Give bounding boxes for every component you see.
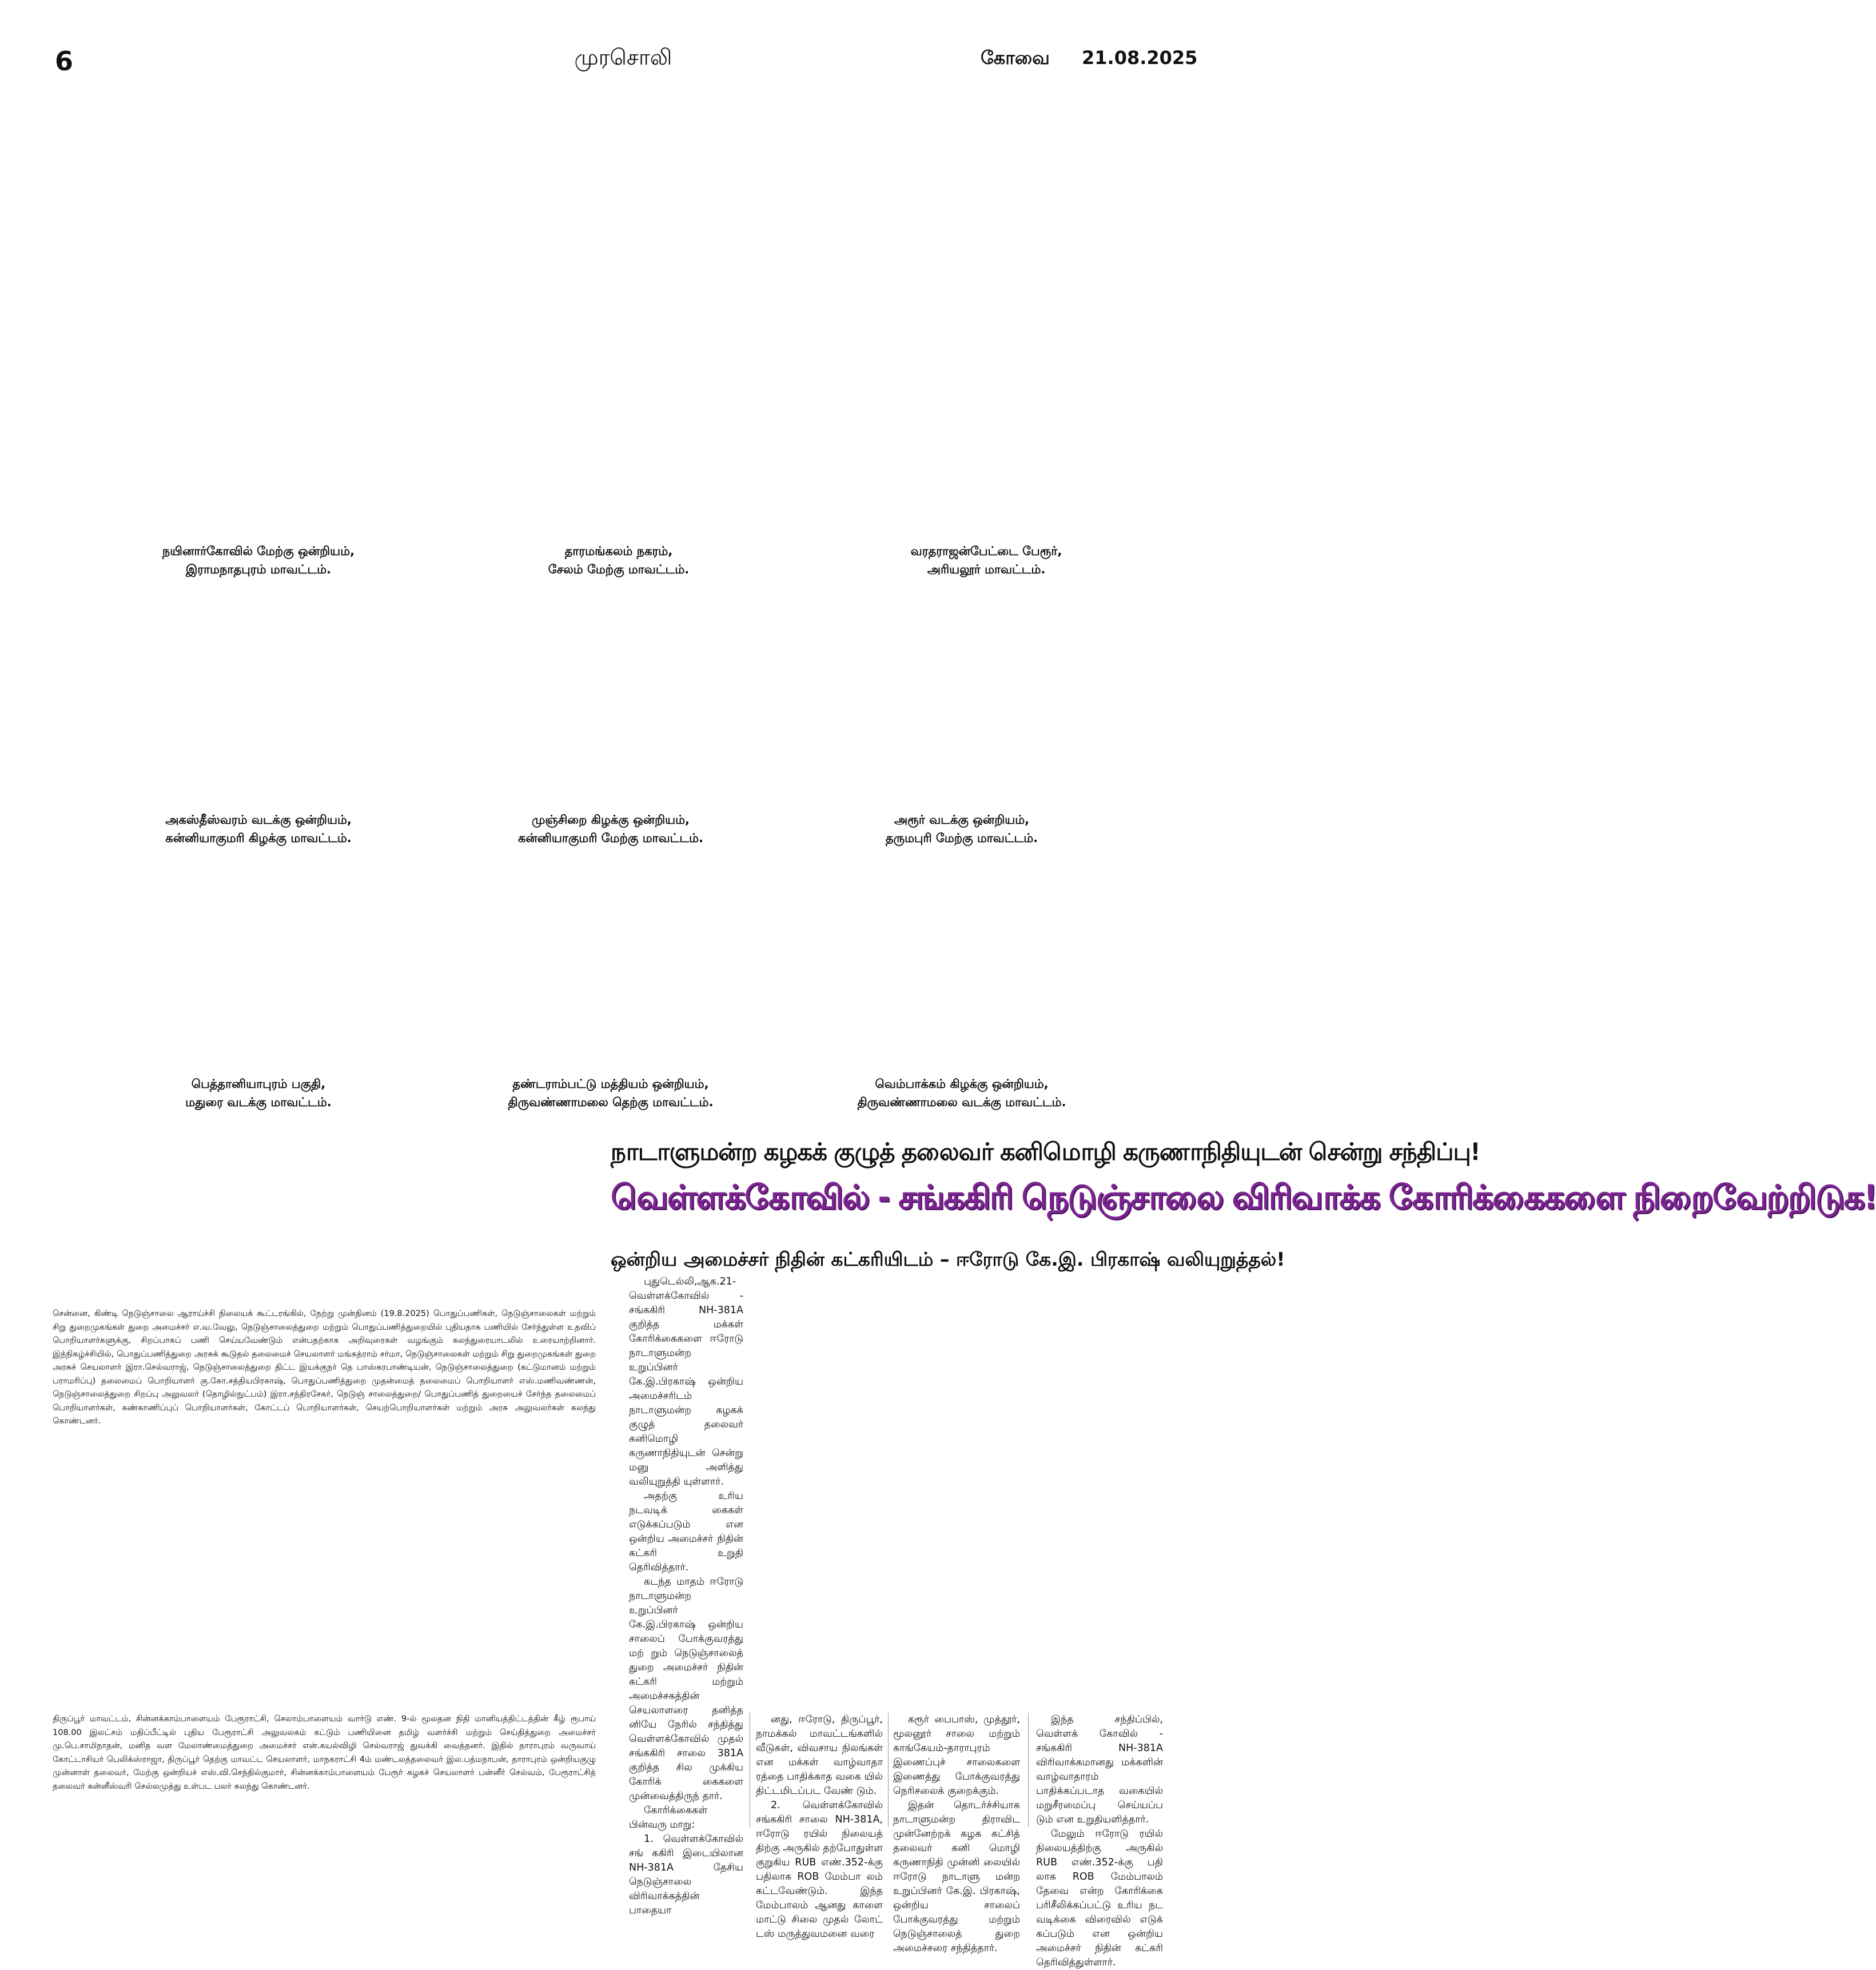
- photo-caption: [462, 811, 759, 847]
- story-paragraph: கரூர் பைபாஸ், முத்தூர், மூலனூர் சாலை மற்றும் காங்கேயம்-தாராபுரம் இணைப்புச் சாலைகளை இணைத்து போக்குவரத்து நெரிசலைக் குறைக்கும்.: [893, 1714, 1020, 1797]
- caption-line: பெத்தானியாபுரம் பகுதி,: [191, 1077, 326, 1091]
- caption-line: முஞ்சிறை கிழக்கு ஒன்றியம்,: [531, 813, 690, 827]
- photo-caption: [838, 542, 1135, 579]
- caption-line: அகஸ்தீஸ்வரம் வடக்கு ஒன்றியம்,: [165, 813, 352, 827]
- story-paragraph: 2. வெள்ளக்கோவில் சங்ககிரி சாலை NH-381A, ஈரோடு ரயில் நிலையத் திற்கு அருகில் தற்போதுள்ள குறுகிய RUB எண்.352-க்கு பதிலாக ROB மேம்பா லம் கட்டவேண்டும். இந்த மேம்பாலம் ஆனது காளை மாட்டு சிலை முதல் லோட் டஸ் மருத்துவமனை வரை: [756, 1800, 883, 1940]
- caption-line: அரூர் வடக்கு ஒன்றியம்,: [894, 813, 1030, 827]
- story-paragraph: இந்த சந்திப்பில், வெள்ளக் கோவில் - சங்ககிரி NH-381A விரிவாக்கமானது மக்களின் வாழ்வாதாரம் பாதிக்கப்படாத வகையில் மறுசீரமைப்பு செய்யப்ப டும் என உறுதியளித்தார்.: [1036, 1714, 1163, 1825]
- caption-line: மதுரை வடக்கு மாவட்டம்.: [185, 1095, 332, 1109]
- caption-line: தருமபுரி மேற்கு மாவட்டம்.: [885, 831, 1038, 845]
- story-paragraph: அதற்கு உரிய நடவடிக் கைகள் எடுக்கப்படும் என ஒன்றிய அமைச்சர் நிதின் கட்கரி உறுதி தெரிவித்தார்.: [629, 1490, 743, 1573]
- photo-description: சென்னை, கிண்டி நெடுஞ்சாலை ஆராய்ச்சி நிலையக் கூட்டரங்கில், நேற்று முன்தினம் (19.8.2025) பொதுப்பணிகள், நெடுஞ்சாலைகள் மற்றும் சிறு துறைமுகங்கள் துறை அமைச்சர் எ.வ.வேலு, நெடுஞ்சாலைத்துறை மற்றும் பொதுப்பணித்துறையில் புதியதாக பணியில் சேர்ந்துள்ள உதவிப் பொறியாளர்களுக்கு, சிறப்பாகப் பணி செய்யவேண்டும் என்பதற்காக அறிவுரைகள் வழங்கும் கலந்துரையாடலில் உரையாற்றினார். இந்நிகழ்ச்சியில், பொதுப்பணித்துறை அரசுக் கூடுதல் தலைமைச் செயலாளர் மங்கத்ராம் சர்மா, நெடுஞ்சாலைகள் மற்றும் சிறு துறைமுகங்கள் துறை அரசுச் செயலாளர் இரா.செல்வராஜ், நெடுஞ்சாலைத்துறை திட்ட இயக்குநர் தெ பாஸ்கரபாண்டியன், நெடுஞ்சாலைத்துறை (கட்டுமானம் மற்றும் பராமரிப்பு) தலைமைப் பொறியாளர் கு.கோ.சத்தியபிரகாஷ், பொதுப்பணித்துறை முதன்மைத் தலைமைப் பொறியாளர் எஸ்.மணிவண்ணன், நெடுஞ்சாலைத்துறை சிறப்பு அலுவலர் (தொழில்நுட்பம்) இரா.சந்திரசேகர், நெடுஞ் சாலைத்துறை/ பொதுப்பணித் துறையைச் சேர்ந்த தலைமைப் பொறியாளர்கள், கண்காணிப்புப் பொறியாளர்கள், கோட்டப் பொறியாளர்கள், செயற்பொறியாளர்கள் மற்றும் அரசு அலுவலர்கள் கலந்து கொண்டனர்.: [53, 1309, 596, 1426]
- story-paragraph: கோரிக்கைகள் பின்வரு மாறு:: [629, 1805, 708, 1831]
- caption-line: நயினார்கோவில் மேற்கு ஒன்றியம்,: [162, 544, 355, 558]
- caption-line: அரியலூர் மாவட்டம்.: [927, 563, 1046, 576]
- photo-caption: [462, 1075, 759, 1111]
- story-column: [893, 1713, 1020, 1956]
- story-paragraph: புதுடெல்லி,ஆக.21- வெள்ளக்கோவில் - சங்ககிரி NH-381A குறித்த மக்கள் கோரிக்கைகளை ஈரோடு நாடாளுமன்ற உறுப்பினர் கே.இ.பிரகாஷ் ஒன்றிய அமைச்சரிடம் நாடாளுமன்ற கழகக் குழுத் தலைவர் கனிமொழி கருணாநிதியுடன் சென்று மனு அளித்து வலியுறுத்தி யுள்ளார்.: [629, 1276, 743, 1488]
- photo-caption: [110, 811, 407, 847]
- story-kicker: நாடாளுமன்ற கழகக் குழுத் தலைவர் கனிமொழி கருணாநிதியுடன் சென்று சந்திப்பு!: [611, 1138, 1480, 1166]
- publication-date: 21.08.2025: [1082, 47, 1198, 69]
- caption-line: திருவண்ணாமலை வடக்கு மாவட்டம்.: [857, 1095, 1066, 1109]
- page-number: 6: [55, 46, 74, 77]
- story-paragraph: னது, ஈரோடு, திருப்பூர், நாமக்கல் மாவட்டங்களில் வீடுகள், விவசாய நிலங்கள் என மக்கள் வாழ்வாதா ரத்தை பாதிக்காத வகை யில் திட்டமிடப்பட வேண் டும்.: [756, 1714, 883, 1797]
- photo-caption: [470, 542, 767, 579]
- caption-line: கன்னியாகுமரி கிழக்கு மாவட்டம்.: [165, 831, 352, 845]
- story-column: [1036, 1713, 1163, 1970]
- story-paragraph: இதன் தொடர்ச்சியாக நாடாளுமன்ற திராவிட முன்னேற்றக் கழக கட்சித் தலைவர் கனி மொழி கருணாநிதி முன்னி லையில் ஈரோடு நாடாளு மன்ற உறுப்பினர் கே.இ. பிரகாஷ், ஒன்றிய சாலைப் போக்குவரத்து மற்றும் நெடுஞ்சாலைத் துறை அமைச்சரை சந்தித்தார்.: [893, 1800, 1020, 1954]
- photo-caption: [813, 811, 1110, 847]
- caption-line: வரதராஜன்பேட்டை பேரூர்,: [910, 544, 1062, 558]
- story-headline: வெள்ளக்கோவில் - சங்ககிரி நெடுஞ்சாலை விரிவாக்க கோரிக்கைகளை நிறைவேற்றிடுக!: [611, 1178, 1876, 1217]
- caption-line: இராமநாதபுரம் மாவட்டம்.: [185, 563, 332, 576]
- story-column: [756, 1713, 883, 1941]
- story-subheadline: ஒன்றிய அமைச்சர் நிதின் கட்கரியிடம் – ஈரோடு கே.இ. பிரகாஷ் வலியுறுத்தல்!: [611, 1248, 1285, 1270]
- photo-description: திருப்பூர் மாவட்டம், சின்னக்காம்பாளையம் பேரூராட்சி, செலாம்பாளையம் வார்டு எண். 9-ல் மூலதன நிதி மானியத்திட்டத்தின் கீழ் ரூபாய் 108.00 இலட்சம் மதிப்பீட்டில் புதிய பேரூராட்சி அலுவலகம் கட்டும் பணியினை தமிழ் வளர்ச்சி மற்றும் செய்தித்துறை அமைச்சர் மு.பெ.சாமிநாதன், மனித வள மேலாண்மைத்துறை அமைச்சர் என்.கயல்விழி செல்வராஜ் துவக்கி வைத்தனர். இதில் தாராபுரம் வருவாய் கோட்டாசியர் பெலிக்ஸ்ராஜா, திருப்பூர் தெற்கு மாவட்ட செயலாளர், மாநகராட்சி 4ம் மண்டலத்தலைவர் இல.பத்மநாபன், தாராபுரம் ஒன்றியகுழு முன்னாள் தலைவர், மேற்கு ஒன்றியச் எஸ்.வி.செந்தில்குமார், சின்னக்காம்பாளையம் பேரூர் கழகச் செயலாளர் பன்னீர் செல்வம், பேரூராட்சித் தலைவர் கன்னீஸ்வரி செல்லமுத்து உள்பட பலர் கலந்து கொண்டனர்.: [53, 1714, 596, 1791]
- column-divider: [1028, 1713, 1029, 1827]
- caption-line: தாரமங்கலம் நகரம்,: [564, 544, 673, 558]
- photo-caption: [110, 542, 407, 579]
- photo-caption: [813, 1075, 1110, 1111]
- caption-line: கன்னியாகுமரி மேற்கு மாவட்டம்.: [518, 831, 703, 845]
- caption-line: வெம்பாக்கம் கிழக்கு ஒன்றியம்,: [875, 1077, 1049, 1091]
- story-paragraph: 1. வெள்ளக்கோவில் சங் ககிரி இடையிலான NH-381A தேசிய நெடுஞ்சாலை விரிவாக்கத்தின் பாதையா: [629, 1833, 743, 1916]
- newspaper-name: முரசொலி: [574, 45, 672, 70]
- edition-name: கோவை: [981, 47, 1050, 69]
- story-paragraph: மேலும் ஈரோடு ரயில் நிலையத்திற்கு அருகில் RUB எண்.352-க்கு பதி லாக ROB மேம்பாலம் தேவை என்ற கோரிக்கை பரிசீலிக்கப்பட்டு உரிய நட வடிக்கை விரைவில் எடுக் கப்படும் என ஒன்றிய அமைச்சர் நிதின் கட்கரி தெரிவித்துள்ளார்.: [1036, 1828, 1163, 1968]
- story-column: [629, 1275, 743, 1918]
- caption-line: திருவண்ணாமலை தெற்கு மாவட்டம்.: [508, 1095, 714, 1109]
- photo-caption: [110, 1075, 407, 1111]
- story-paragraph: கடந்த மாதம் ஈரோடு நாடாளுமன்ற உறுப்பினர் கே.இ.பிரகாஷ் ஒன்றிய சாலைப் போக்குவரத்து மற் றும் நெடுஞ்சாலைத் துறை அமைச்சர் நிதின் கட்கரி மற்றும் அமைச்சகத்தின் செயலாளரை தனித்த னியே நேரில் சந்தித்து வெள்ளக்கோவில் முதல் சங்ககிரி சாலை 381A குறித்த சில முக்கிய கோரிக் கைகளை முன்வைத்திருந் தார்.: [629, 1576, 743, 1802]
- column-divider: [888, 1713, 889, 1827]
- caption-line: தண்டராம்பட்டு மத்தியம் ஒன்றியம்,: [512, 1077, 709, 1091]
- caption-line: சேலம் மேற்கு மாவட்டம்.: [548, 563, 690, 576]
